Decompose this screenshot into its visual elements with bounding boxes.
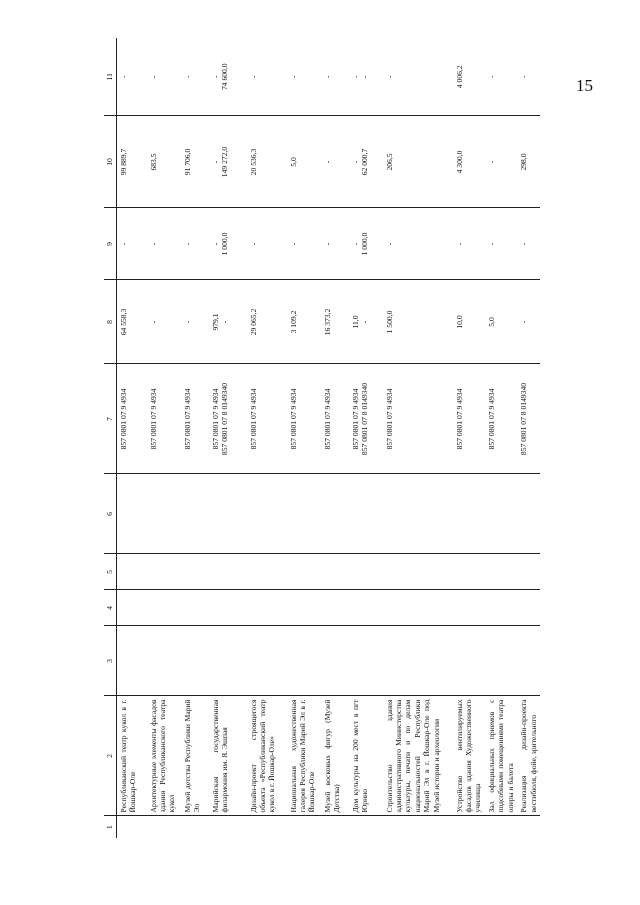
empty-cell	[209, 590, 247, 626]
empty-cell	[247, 554, 287, 590]
cell-c10: 4 300,0	[453, 116, 485, 208]
empty-cell	[247, 590, 287, 626]
empty-cell	[287, 590, 321, 626]
cell-c9: -	[383, 208, 453, 280]
empty-cell	[287, 474, 321, 554]
empty-cell	[181, 474, 209, 554]
cell-c2: Архитектурные элементы фасадов здания Республиканского театра кукол	[147, 696, 181, 816]
empty-cell	[147, 554, 181, 590]
empty-cell	[147, 626, 181, 696]
cell-c9: -	[181, 208, 209, 280]
empty-cell	[147, 590, 181, 626]
empty-cell	[453, 474, 485, 554]
cell-c1	[485, 816, 517, 838]
empty-cell	[209, 626, 247, 696]
cell-c2: Дизайн-проект строящегося объекта «Республиканский театр кукол в г. Йошкар-Оле»	[247, 696, 287, 816]
empty-cell	[209, 554, 247, 590]
empty-cell	[117, 554, 147, 590]
empty-cell	[349, 474, 383, 554]
empty-cell	[321, 474, 349, 554]
cell-c9: - 1 000,0	[209, 208, 247, 280]
cell-c2: Зал официальных приемов с подсобными помещениями театра оперы и балета	[485, 696, 517, 816]
cell-c2: Национальная художественная галерея Республики Марий Эл в г. Йошкар-Оле	[287, 696, 321, 816]
table-row	[383, 38, 453, 838]
table-row	[321, 38, 349, 838]
cell-c2: Устройство вентилируемых фасадов здания Художественного училища	[453, 696, 485, 816]
cell-c11: -	[119, 75, 128, 79]
column-header: 10	[104, 116, 117, 208]
cell-c10: -	[485, 116, 517, 208]
column-header: 9	[104, 208, 117, 280]
cell-c2: Республиканский театр кукол в г. Йошкар-Оле	[117, 696, 147, 816]
budget-table-rotated	[104, 38, 538, 838]
cell-c11: - 74 600,0	[210, 63, 229, 91]
empty-cell	[485, 626, 517, 696]
cell-c10: 91 706,0	[181, 116, 209, 208]
cell-c8: 64 558,3	[117, 280, 147, 364]
empty-cell	[517, 474, 540, 554]
column-header: 1	[104, 816, 117, 838]
cell-c8: 16 373,2	[321, 280, 349, 364]
cell-c7: 857 0801 07 9 4934	[247, 364, 287, 474]
cell-c8: 979,1 -	[209, 280, 247, 364]
empty-cell	[181, 626, 209, 696]
empty-cell	[485, 590, 517, 626]
empty-cell	[453, 554, 485, 590]
cell-c2: Строительство здания административного Министерства культуры, печати и по делам национальностей Республики Марий Эл в г. Йошкар-Оле под Музей истории и археологии	[383, 696, 453, 816]
column-header: 3	[104, 626, 117, 696]
cell-c7: 857 0801 07 9 4934 857 0801 07 8 0149340	[349, 364, 383, 474]
empty-cell	[247, 474, 287, 554]
cell-c9: -	[287, 208, 321, 280]
cell-c9: -	[321, 208, 349, 280]
cell-c2: Реализация дизайн-проекта вестибюля, фойе, зрительного	[517, 696, 540, 816]
empty-cell	[383, 626, 453, 696]
cell-c11: - -	[350, 75, 369, 79]
cell-c10: 206,5	[383, 116, 453, 208]
cell-c9: -	[117, 208, 147, 280]
cell-c10: 298,0	[517, 116, 540, 208]
empty-cell	[321, 554, 349, 590]
cell-c11: -	[322, 75, 332, 79]
page-number: 15	[576, 76, 593, 95]
cell-c1	[147, 816, 181, 838]
cell-c7: 857 0801 07 9 4934	[287, 364, 321, 474]
budget-table	[104, 38, 540, 838]
cell-c1	[287, 816, 321, 838]
empty-cell	[517, 626, 540, 696]
cell-c8: 11,0 -	[349, 280, 383, 364]
cell-c7: 857 0801 07 9 4934	[181, 364, 209, 474]
empty-cell	[287, 626, 321, 696]
cell-c11: 4 006,2	[454, 65, 464, 89]
cell-c7: 857 0801 07 8 0149340	[517, 364, 540, 474]
table-row	[349, 38, 383, 838]
table-row	[485, 38, 517, 838]
cell-c7: 857 0801 07 9 4934	[453, 364, 485, 474]
cell-c1	[181, 816, 209, 838]
cell-c1	[117, 816, 147, 838]
empty-cell	[349, 554, 383, 590]
cell-c10: 683,5	[147, 116, 181, 208]
cell-c7: 857 0801 07 9 4934	[485, 364, 517, 474]
cell-c11: -	[486, 75, 496, 79]
column-header: 4	[104, 590, 117, 626]
column-header: 5	[104, 554, 117, 590]
cell-c10: 5,0	[287, 116, 321, 208]
cell-c8: -	[147, 280, 181, 364]
cell-c7: 857 0801 07 9 4934	[117, 364, 147, 474]
cell-c8: 10,0	[453, 280, 485, 364]
cell-c11: -	[248, 75, 258, 79]
cell-c1	[209, 816, 247, 838]
cell-c11: -	[148, 75, 158, 79]
empty-cell	[485, 474, 517, 554]
cell-c8: -	[517, 280, 540, 364]
cell-c9: -	[485, 208, 517, 280]
column-header: 6	[104, 474, 117, 554]
empty-cell	[383, 474, 453, 554]
cell-c10: - 149 272,0	[209, 116, 247, 208]
table-row	[181, 38, 209, 838]
cell-c10: - 62 000,7	[349, 116, 383, 208]
cell-c7: 857 0801 07 9 4934 857 0801 07 8 0149340	[209, 364, 247, 474]
table-row	[453, 38, 485, 838]
cell-c1	[517, 816, 540, 838]
cell-c8: 29 065,2	[247, 280, 287, 364]
cell-c9: -	[517, 208, 540, 280]
empty-cell	[147, 474, 181, 554]
cell-c11: -	[519, 75, 529, 79]
table-row	[517, 38, 540, 838]
empty-cell	[321, 590, 349, 626]
column-header: 8	[104, 280, 117, 364]
cell-c8: 3 109,2	[287, 280, 321, 364]
empty-cell	[181, 554, 209, 590]
cell-c10: -	[321, 116, 349, 208]
empty-cell	[383, 590, 453, 626]
empty-cell	[209, 474, 247, 554]
cell-c7: 857 0801 07 9 4934	[321, 364, 349, 474]
empty-cell	[383, 554, 453, 590]
empty-cell	[117, 474, 147, 554]
cell-c8: -	[181, 280, 209, 364]
column-header: 2	[104, 696, 117, 816]
cell-c9: -	[247, 208, 287, 280]
empty-cell	[321, 626, 349, 696]
cell-c7: 857 0801 07 9 4934	[147, 364, 181, 474]
column-header: 11	[104, 38, 117, 116]
empty-cell	[453, 590, 485, 626]
cell-c9: -	[147, 208, 181, 280]
table-row	[147, 38, 181, 838]
empty-cell	[517, 554, 540, 590]
cell-c7: 857 0801 07 9 4934	[383, 364, 453, 474]
cell-c11: -	[288, 75, 298, 79]
cell-c1	[321, 816, 349, 838]
cell-c10: 20 536,3	[247, 116, 287, 208]
empty-cell	[181, 590, 209, 626]
column-header: 7	[104, 364, 117, 474]
empty-cell	[517, 590, 540, 626]
cell-c1	[349, 816, 383, 838]
table-header-row	[104, 38, 117, 838]
cell-c11: -	[384, 75, 394, 79]
table-row	[117, 38, 147, 838]
cell-c9: - 1 000,0	[349, 208, 383, 280]
empty-cell	[453, 626, 485, 696]
empty-cell	[349, 626, 383, 696]
empty-cell	[485, 554, 517, 590]
empty-cell	[117, 590, 147, 626]
cell-c1	[453, 816, 485, 838]
cell-c10: 99 889,7	[117, 116, 147, 208]
cell-c2: Марийская государственная филармония им. Я. Эшпая	[209, 696, 247, 816]
empty-cell	[349, 590, 383, 626]
cell-c2: Дом культуры на 200 мест в пгт Юрино	[349, 696, 383, 816]
empty-cell	[117, 626, 147, 696]
table-row	[247, 38, 287, 838]
cell-c2: Музей детства Республики Марий Эл	[181, 696, 209, 816]
cell-c8: 5,0	[485, 280, 517, 364]
cell-c2: Музей восковых фигур (Музей Детства)	[321, 696, 349, 816]
empty-cell	[247, 626, 287, 696]
cell-c9: -	[453, 208, 485, 280]
cell-c1	[247, 816, 287, 838]
cell-c1	[383, 816, 453, 838]
cell-c8: 1 500,0	[383, 280, 453, 364]
table-row	[209, 38, 247, 838]
cell-c11: -	[182, 75, 192, 79]
table-row	[287, 38, 321, 838]
empty-cell	[287, 554, 321, 590]
